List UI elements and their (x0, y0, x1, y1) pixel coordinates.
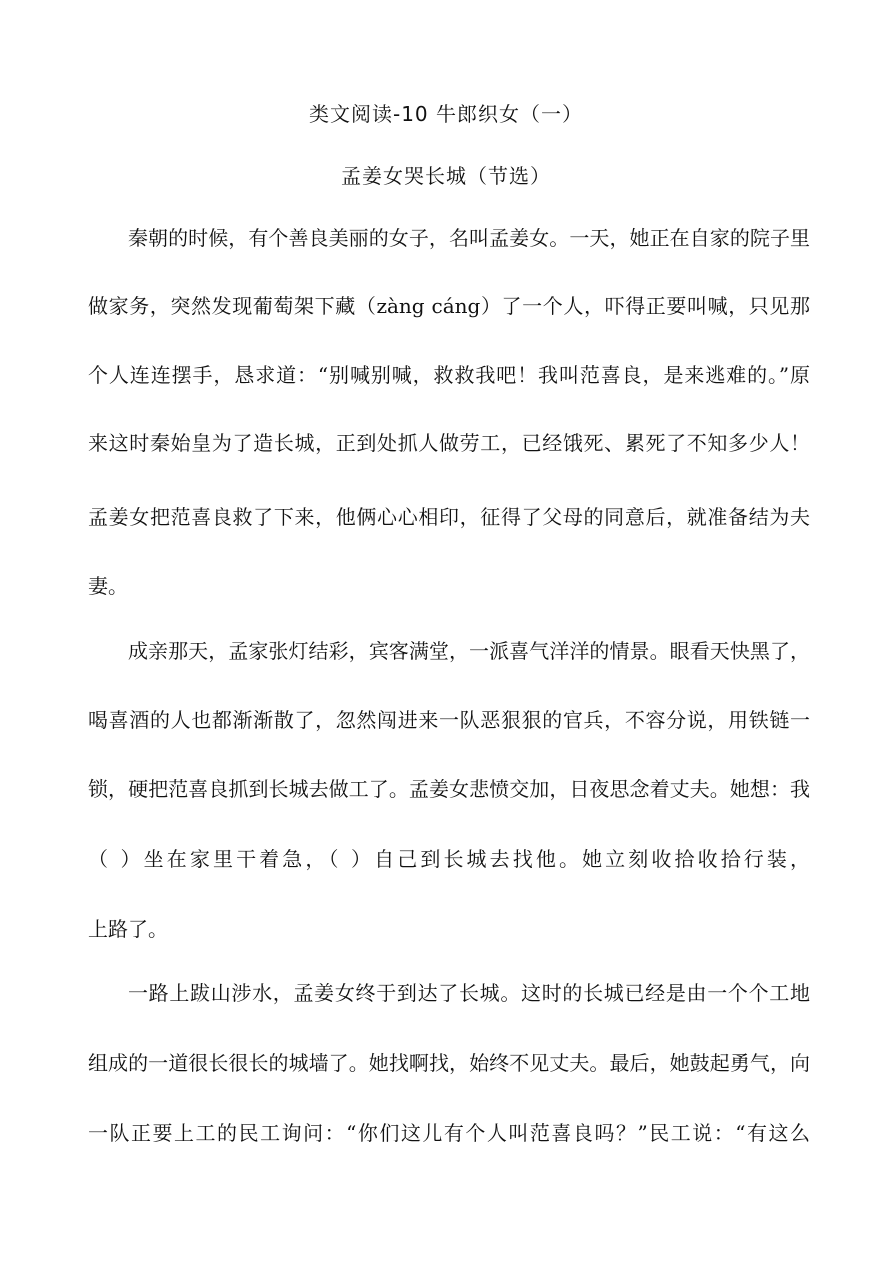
paragraph-line: 孟姜女把范喜良救了下来，他俩心心相印，征得了父母的同意后，就准备结为夫 (88, 505, 810, 529)
paragraph-line: 锁，硬把范喜良抓到长城去做工了。孟姜女悲愤交加，日夜思念着丈夫。她想：我 (88, 777, 810, 801)
paragraph-line: 做家务，突然发现葡萄架下藏（zàng cáng）了一个人，吓得正要叫喊，只见那 (88, 294, 810, 318)
paragraph-line: 妻。 (88, 574, 128, 598)
document-title: 类文阅读-10 牛郎织女（一） (308, 102, 584, 126)
paragraph-line: 一队正要上工的民工询问：“你们这儿有个人叫范喜良吗？”民工说：“有这么 (88, 1121, 810, 1145)
paragraph-line: 来这时秦始皇为了造长城，正到处抓人做劳工，已经饿死、累死了不知多少人！ (88, 431, 810, 455)
document-subtitle: 孟姜女哭长城（节选） (341, 164, 551, 188)
paragraph-line: 成亲那天，孟家张灯结彩，宾客满堂，一派喜气洋洋的情景。眼看天快黑了， (128, 639, 810, 663)
paragraph-line: 喝喜酒的人也都渐渐散了，忽然闯进来一队恶狠狠的官兵，不容分说，用铁链一 (88, 708, 810, 732)
paragraph-line: 个人连连摆手，恳求道：“别喊别喊，救救我吧！我叫范喜良，是来逃难的。”原 (88, 363, 810, 387)
paragraph-line: 秦朝的时候，有个善良美丽的女子，名叫孟姜女。一天，她正在自家的院子里 (128, 226, 810, 250)
paragraph-line: （ ）坐在家里干着急，（ ）自己到长城去找他。她立刻收拾收拾行装， (88, 847, 810, 871)
paragraph-line: 组成的一道很长很长的城墙了。她找啊找，始终不见丈夫。最后，她鼓起勇气，向 (88, 1051, 810, 1075)
paragraph-line: 上路了。 (88, 917, 168, 941)
paragraph-line: 一路上跋山涉水，孟姜女终于到达了长城。这时的长城已经是由一个个工地 (128, 981, 810, 1005)
